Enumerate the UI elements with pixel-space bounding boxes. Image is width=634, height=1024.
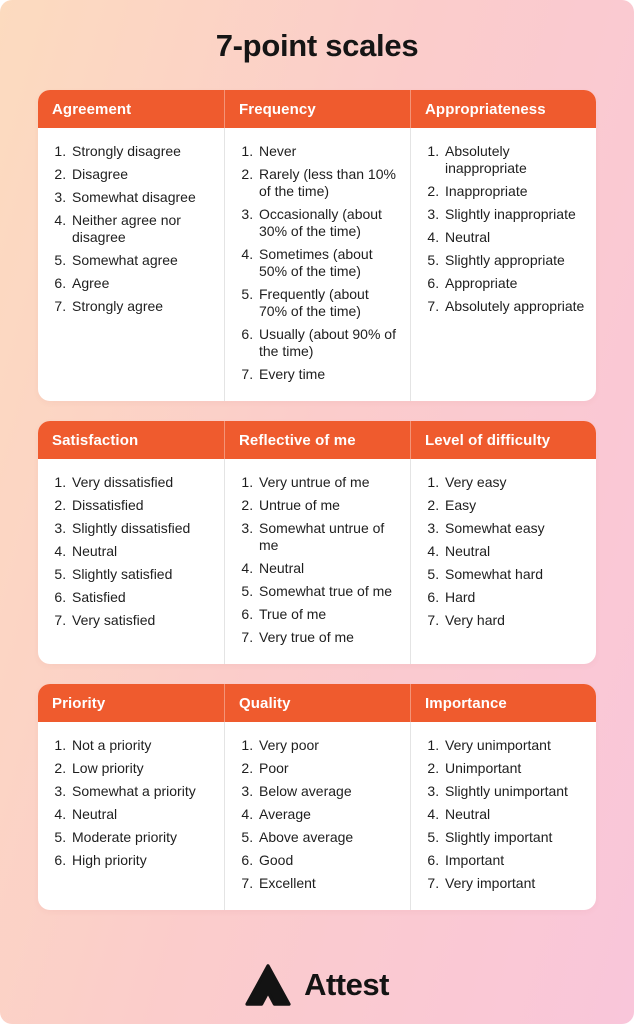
column-body [410,722,596,910]
column-header: Reflective of me [224,421,410,459]
scale-item: 6. Satisfied [70,589,214,606]
column-importance [410,684,596,910]
scale-item: 7. Absolutely appropriate [443,298,586,315]
scale-item: 2. Untrue of me [257,497,400,514]
column-body [224,128,410,401]
scale-item: 1. Very untrue of me [257,474,400,491]
scale-item: 6. Usually (about 90% of the time) [257,326,400,360]
column-satisfaction [38,421,224,664]
scale-item: 5. Frequently (about 70% of the time) [257,286,400,320]
scale-item: 2. Disagree [70,166,214,183]
column-body [224,722,410,910]
scale-item: 5. Slightly satisfied [70,566,214,583]
column-header: Frequency [224,90,410,128]
scale-item: 3. Occasionally (about 30% of the time) [257,206,400,240]
scale-item: 4. Neutral [70,806,214,823]
column-priority [38,684,224,910]
column-header: Quality [224,684,410,722]
cards-container [38,90,596,910]
scale-item: 4. Neutral [70,543,214,560]
scale-item: 7. Every time [257,366,400,383]
scale-item: 2. Low priority [70,760,214,777]
column-reflective-of-me [224,421,410,664]
scale-item: 4. Sometimes (about 50% of the time) [257,246,400,280]
column-body [38,128,224,401]
scale-list [411,459,596,647]
scale-list [225,128,410,401]
scale-item: 3. Somewhat disagree [70,189,214,206]
column-header: Level of difficulty [410,421,596,459]
scale-item: 4. Average [257,806,400,823]
column-body [410,128,596,401]
scale-item: 4. Neutral [443,806,586,823]
scale-item: 4. Neutral [443,229,586,246]
scale-list [225,459,410,664]
scale-item: 4. Neither agree nor disagree [70,212,214,246]
scale-item: 1. Very unimportant [443,737,586,754]
scale-item: 3. Somewhat easy [443,520,586,537]
scale-item: 6. Hard [443,589,586,606]
scale-item: 1. Absolutely inappropriate [443,143,586,177]
scale-item: 3. Slightly dissatisfied [70,520,214,537]
scale-item: 7. Very true of me [257,629,400,646]
scale-item: 3. Slightly unimportant [443,783,586,800]
scale-item: 1. Not a priority [70,737,214,754]
scale-item: 5. Somewhat true of me [257,583,400,600]
scale-list [38,128,224,333]
scale-card-3 [38,684,596,910]
scale-item: 2. Easy [443,497,586,514]
scale-item: 6. Important [443,852,586,869]
scale-item: 5. Slightly important [443,829,586,846]
scale-item: 1. Very dissatisfied [70,474,214,491]
scale-item: 4. Neutral [443,543,586,560]
column-agreement [38,90,224,401]
scale-card-2 [38,421,596,664]
column-body [224,459,410,664]
column-header: Appropriateness [410,90,596,128]
scale-item: 5. Somewhat hard [443,566,586,583]
scale-item: 7. Excellent [257,875,400,892]
column-appropriateness [410,90,596,401]
scale-item: 2. Inappropriate [443,183,586,200]
scale-item: 5. Above average [257,829,400,846]
column-header: Satisfaction [38,421,224,459]
column-frequency [224,90,410,401]
scale-item: 2. Dissatisfied [70,497,214,514]
scale-item: 6. Good [257,852,400,869]
column-body [38,459,224,664]
scale-item: 4. Neutral [257,560,400,577]
column-header: Priority [38,684,224,722]
scale-item: 6. High priority [70,852,214,869]
attest-triangle-logo-icon [245,964,291,1006]
column-quality [224,684,410,910]
scale-item: 5. Somewhat agree [70,252,214,269]
scale-item: 1. Very poor [257,737,400,754]
scale-item: 2. Poor [257,760,400,777]
scale-item: 3. Below average [257,783,400,800]
page-title: 7-point scales [215,28,419,63]
scale-list [411,722,596,910]
scale-item: 2. Rarely (less than 10% of the time) [257,166,400,200]
scale-list [38,722,224,887]
footer-brand [38,964,596,1006]
scale-item: 7. Very important [443,875,586,892]
scale-item: 7. Very hard [443,612,586,629]
scale-item: 6. True of me [257,606,400,623]
scale-list [225,722,410,910]
scale-item: 5. Moderate priority [70,829,214,846]
scale-item: 3. Slightly inappropriate [443,206,586,223]
scale-list [411,128,596,333]
column-level-of-difficulty [410,421,596,664]
column-body [38,722,224,910]
column-header: Importance [410,684,596,722]
scale-item: 2. Unimportant [443,760,586,777]
column-body [410,459,596,664]
scale-item: 1. Very easy [443,474,586,491]
scale-item: 3. Somewhat untrue of me [257,520,400,554]
scale-item: 6. Appropriate [443,275,586,292]
brand-name: Attest [304,967,389,1002]
scale-item: 1. Strongly disagree [70,143,214,160]
scale-item: 6. Agree [70,275,214,292]
scale-list [38,459,224,647]
scale-card-1 [38,90,596,401]
scale-item: 3. Somewhat a priority [70,783,214,800]
column-header: Agreement [38,90,224,128]
scale-item: 7. Strongly agree [70,298,214,315]
scale-item: 5. Slightly appropriate [443,252,586,269]
scale-item: 1. Never [257,143,400,160]
scale-item: 7. Very satisfied [70,612,214,629]
